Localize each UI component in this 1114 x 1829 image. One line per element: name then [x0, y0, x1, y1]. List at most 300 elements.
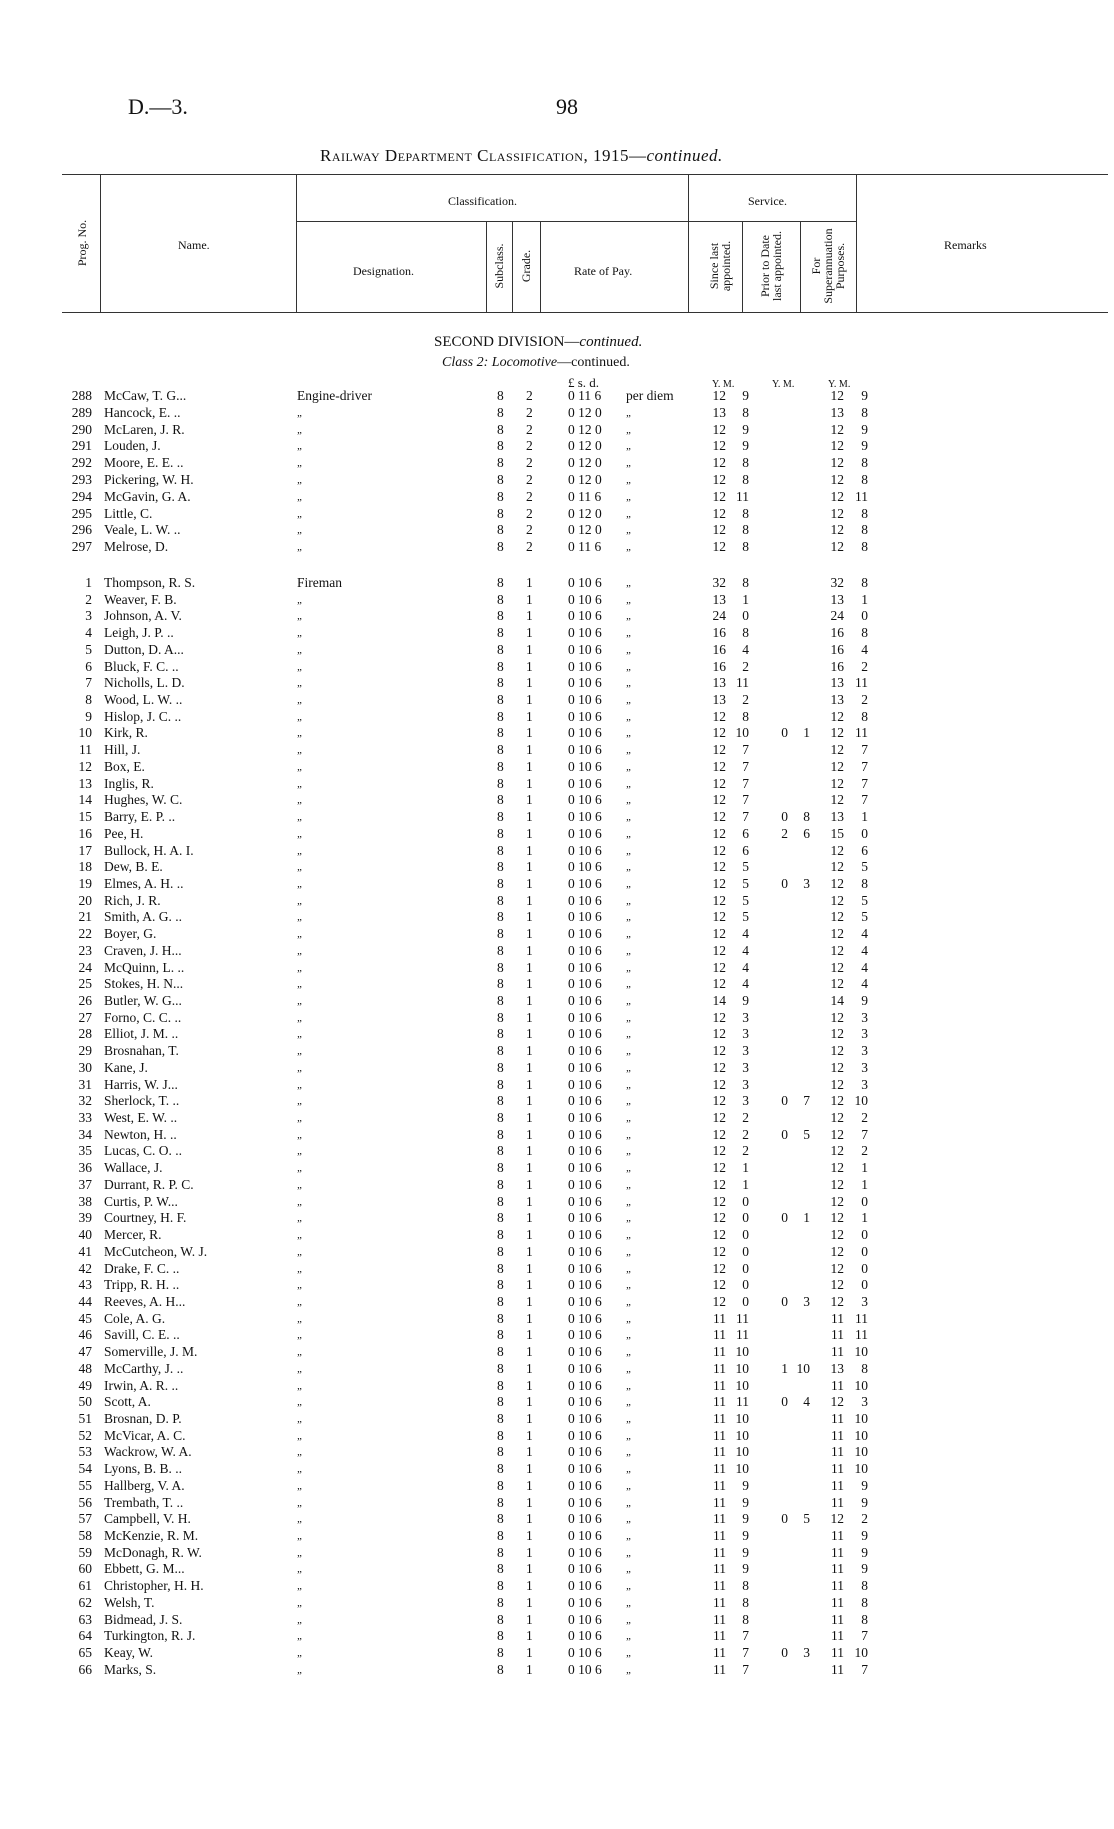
designation: „	[297, 1061, 304, 1074]
employee-name: McCarthy, J. ..	[104, 1360, 184, 1376]
employee-name: Keay, W.	[104, 1645, 153, 1661]
employee-name: Hallberg, V. A.	[104, 1477, 185, 1493]
super-years: 12	[830, 472, 844, 487]
employee-name: Dew, B. E.	[104, 859, 163, 875]
super-months: 8	[861, 1360, 868, 1376]
pay-period: „	[626, 1095, 633, 1108]
grade: 1	[526, 1143, 533, 1159]
prog-number: 9	[85, 708, 92, 724]
since-years: 12	[712, 488, 726, 504]
super-years: 12	[830, 875, 844, 891]
employee-name: McKenzie, R. M.	[104, 1528, 199, 1544]
pay-period: „	[626, 643, 633, 656]
super-months: 10	[854, 1427, 868, 1443]
table-row	[0, 776, 1114, 793]
table-row	[0, 1561, 1114, 1578]
designation: „	[297, 1580, 304, 1593]
rate-of-pay: 0 10 6	[568, 675, 602, 691]
super-years: 24	[830, 608, 844, 624]
since-years: 11	[713, 1394, 726, 1410]
table-row	[0, 1210, 1114, 1227]
super-years: 12	[830, 539, 844, 555]
subclass: 8	[497, 1394, 504, 1410]
designation: „	[297, 490, 304, 503]
super-months: 0	[861, 1227, 868, 1243]
designation: „	[297, 643, 304, 656]
super-months: 1	[861, 1176, 868, 1192]
employee-name: Bluck, F. C. ..	[104, 658, 179, 674]
table-row	[0, 709, 1114, 726]
super-months: 7	[861, 1661, 868, 1677]
pay-period: „	[626, 727, 633, 740]
super-months: 8	[861, 455, 868, 471]
table-row	[0, 1043, 1114, 1060]
designation: „	[297, 995, 304, 1007]
super-months: 1	[861, 809, 868, 825]
pay-period: „	[626, 1011, 633, 1024]
since-years: 12	[712, 792, 726, 808]
employee-name: Thompson, R. S.	[104, 575, 196, 590]
employee-name: Inglis, R.	[104, 775, 154, 791]
designation: „	[297, 1078, 304, 1091]
pay-period: „	[626, 1162, 633, 1175]
since-years: 12	[712, 1126, 726, 1142]
employee-name: Sherlock, T. ..	[104, 1093, 180, 1109]
prog-number: 32	[78, 1093, 92, 1109]
table-row	[0, 809, 1114, 826]
rate-of-pay: 0 12 0	[568, 404, 602, 420]
grade: 1	[526, 1661, 533, 1677]
prog-number: 20	[78, 892, 92, 908]
pay-period: „	[626, 1229, 633, 1242]
subclass: 8	[497, 758, 504, 774]
rate-of-pay: 0 10 6	[568, 892, 602, 908]
grade: 1	[526, 1293, 533, 1309]
table-row	[0, 388, 1114, 405]
subclass: 8	[497, 959, 504, 975]
pay-period: „	[626, 1178, 633, 1191]
subclass: 8	[497, 1076, 504, 1092]
employee-name: Bidmead, J. S.	[104, 1611, 183, 1627]
since-years: 13	[712, 692, 726, 708]
employee-name: Nicholls, L. D.	[104, 675, 185, 691]
since-years: 12	[712, 725, 726, 741]
rate-of-pay: 0 10 6	[568, 842, 602, 858]
super-years: 11	[831, 1661, 844, 1677]
super-years: 11	[831, 1544, 844, 1560]
prog-number: 28	[78, 1026, 92, 1042]
designation: „	[297, 507, 304, 520]
super-years: 13	[830, 1360, 844, 1376]
since-years: 12	[712, 859, 726, 875]
pay-period: „	[626, 1647, 633, 1660]
super-years: 12	[830, 1227, 844, 1243]
prior-units: Y. M.	[772, 379, 795, 390]
super-months: 4	[861, 959, 868, 975]
employee-name: Bullock, H. A. I.	[104, 842, 194, 858]
table-row	[0, 1411, 1114, 1428]
since-years: 12	[712, 825, 726, 841]
table-row	[0, 1461, 1114, 1478]
prog-number: 295	[71, 505, 92, 521]
pay-period: „	[626, 911, 633, 924]
employee-name: Irwin, A. R. ..	[104, 1377, 179, 1393]
prior-years: 0	[781, 1093, 788, 1109]
subclass: 8	[497, 842, 504, 858]
rate-of-pay: 0 10 6	[568, 859, 602, 875]
pay-period: „	[626, 507, 633, 520]
prog-number: 49	[78, 1377, 92, 1393]
super-years: 12	[830, 959, 844, 975]
since-years: 12	[712, 421, 726, 437]
rate-of-pay: 0 10 6	[568, 1076, 602, 1092]
grade: 1	[526, 1126, 533, 1142]
since-months: 8	[742, 625, 749, 641]
grade: 1	[526, 1461, 533, 1477]
col-divider	[512, 221, 513, 312]
subclass: 8	[497, 1661, 504, 1677]
since-years: 11	[713, 1461, 726, 1477]
since-months: 0	[742, 1227, 749, 1243]
grade: 1	[526, 708, 533, 724]
grade: 1	[526, 1578, 533, 1594]
since-years: 12	[712, 1093, 726, 1109]
subclass: 8	[497, 1210, 504, 1226]
pay-period: „	[626, 1362, 633, 1375]
employee-name: Newton, H. ..	[104, 1126, 177, 1142]
employee-name: Turkington, R. J.	[104, 1628, 196, 1644]
employee-name: Brosnan, D. P.	[104, 1411, 182, 1426]
super-years: 12	[830, 522, 844, 538]
since-years: 12	[712, 1293, 726, 1309]
pay-period: „	[626, 861, 633, 874]
rate-of-pay: 0 10 6	[568, 1344, 602, 1360]
employee-name: McGavin, G. A.	[104, 488, 191, 504]
pay-period: „	[626, 1413, 633, 1425]
employee-name: Scott, A.	[104, 1394, 151, 1410]
designation: „	[297, 1596, 304, 1609]
rate-of-pay: 0 10 6	[568, 1394, 602, 1410]
super-years: 14	[830, 993, 844, 1008]
prog-number: 4	[85, 625, 92, 641]
rate-of-pay: 0 10 6	[568, 1494, 602, 1510]
subclass: 8	[497, 1193, 504, 1209]
super-years: 11	[831, 1528, 844, 1544]
super-months: 6	[861, 842, 868, 858]
employee-name: Veale, L. W. ..	[104, 522, 181, 538]
employee-name: Stokes, H. N...	[104, 976, 184, 992]
super-months: 7	[861, 1126, 868, 1142]
since-years: 12	[712, 1227, 726, 1243]
since-years: 12	[712, 1043, 726, 1059]
grade: 1	[526, 909, 533, 925]
since-months: 8	[742, 575, 749, 590]
since-years: 11	[713, 1344, 726, 1360]
grade: 1	[526, 641, 533, 657]
since-months: 9	[742, 993, 749, 1008]
pay-period: „	[626, 1596, 633, 1609]
prog-number: 31	[78, 1076, 92, 1092]
super-months: 2	[861, 1143, 868, 1159]
super-years: 13	[830, 809, 844, 825]
header-designation: Designation.	[353, 264, 414, 278]
since-months: 5	[742, 892, 749, 908]
rate-of-pay: 0 10 6	[568, 1143, 602, 1159]
prog-number: 45	[78, 1310, 92, 1326]
rate-of-pay: 0 10 6	[568, 1059, 602, 1075]
super-months: 8	[861, 625, 868, 641]
super-months: 1	[861, 1160, 868, 1176]
employee-name: Boyer, G.	[104, 926, 157, 942]
designation: „	[297, 1463, 304, 1476]
prior-years: 0	[781, 1645, 788, 1661]
table-row	[0, 422, 1114, 439]
since-months: 6	[742, 842, 749, 858]
super-years: 11	[831, 1344, 844, 1360]
employee-name: Wackrow, W. A.	[104, 1444, 192, 1460]
prog-number: 6	[85, 658, 92, 674]
since-years: 32	[712, 575, 726, 590]
grade: 1	[526, 1076, 533, 1092]
table-row	[0, 405, 1114, 422]
prog-number: 293	[71, 472, 92, 487]
table-row	[0, 675, 1114, 692]
designation: Fireman	[297, 575, 342, 590]
employee-name: Moore, E. E. ..	[104, 455, 184, 471]
super-years: 11	[831, 1594, 844, 1610]
designation: „	[297, 1145, 304, 1158]
super-months: 3	[861, 1043, 868, 1059]
since-years: 12	[712, 1260, 726, 1276]
prog-number: 41	[78, 1243, 92, 1259]
table-row	[0, 1194, 1114, 1211]
super-months: 2	[861, 1110, 868, 1126]
rate-of-pay: 0 10 6	[568, 708, 602, 724]
grade: 1	[526, 1026, 533, 1042]
prior-years: 0	[781, 1293, 788, 1309]
table-row	[0, 1294, 1114, 1311]
super-months: 9	[861, 1494, 868, 1510]
since-years: 12	[712, 1076, 726, 1092]
super-years: 12	[830, 842, 844, 858]
pay-period: „	[626, 490, 633, 503]
subclass: 8	[497, 1344, 504, 1360]
subclass: 8	[497, 1494, 504, 1510]
super-months: 9	[861, 993, 868, 1008]
class-continued: —continued.	[557, 355, 630, 370]
since-months: 9	[742, 1494, 749, 1510]
super-months: 7	[861, 742, 868, 758]
since-years: 12	[712, 926, 726, 942]
since-months: 0	[742, 1210, 749, 1226]
header-rate-of-pay: Rate of Pay.	[574, 264, 633, 278]
since-months: 9	[742, 1544, 749, 1560]
super-years: 12	[830, 1511, 844, 1527]
grade: 2	[526, 388, 533, 403]
super-months: 10	[854, 1461, 868, 1477]
subclass: 8	[497, 1143, 504, 1159]
rate-of-pay: 0 10 6	[568, 959, 602, 975]
rate-of-pay: 0 10 6	[568, 742, 602, 758]
table-row	[0, 438, 1114, 455]
subclass: 8	[497, 1377, 504, 1393]
super-months: 9	[861, 1528, 868, 1544]
designation: „	[297, 423, 304, 436]
since-months: 11	[736, 488, 749, 504]
page-reference: D.—3.	[128, 94, 188, 119]
prog-number: 43	[78, 1277, 92, 1293]
pay-period: „	[626, 457, 633, 470]
pay-period: „	[626, 423, 633, 436]
employee-name: Savill, C. E. ..	[104, 1327, 180, 1343]
super-months: 2	[861, 692, 868, 708]
grade: 1	[526, 1160, 533, 1176]
grade: 1	[526, 725, 533, 741]
since-months: 5	[742, 909, 749, 925]
employee-name: Campbell, V. H.	[104, 1511, 191, 1527]
since-months: 2	[742, 1143, 749, 1159]
prior-years: 0	[781, 1210, 788, 1226]
rate-of-pay: 0 10 6	[568, 625, 602, 641]
rate-of-pay: 0 12 0	[568, 472, 602, 487]
table-row	[0, 1110, 1114, 1127]
subclass: 8	[497, 1059, 504, 1075]
pay-period: „	[626, 1145, 633, 1158]
designation: „	[297, 457, 304, 470]
rate-of-pay: 0 10 6	[568, 641, 602, 657]
grade: 1	[526, 1059, 533, 1075]
pay-period: per diem	[626, 388, 674, 403]
rate-of-pay: 0 10 6	[568, 909, 602, 925]
prog-number: 8	[85, 692, 92, 708]
prog-number: 56	[78, 1494, 92, 1510]
super-months: 4	[861, 641, 868, 657]
rate-of-pay: 0 10 6	[568, 1578, 602, 1594]
subclass: 8	[497, 1611, 504, 1627]
designation: „	[297, 1647, 304, 1660]
prog-number: 10	[78, 725, 92, 741]
rate-of-pay: 0 10 6	[568, 825, 602, 841]
rate-of-pay: 0 10 6	[568, 926, 602, 942]
grade: 1	[526, 976, 533, 992]
table-row	[0, 472, 1114, 489]
super-months: 9	[861, 1477, 868, 1493]
designation: „	[297, 794, 304, 807]
prog-number: 30	[78, 1059, 92, 1075]
super-months: 5	[861, 892, 868, 908]
pay-period: „	[626, 440, 633, 453]
section-heading	[434, 334, 642, 351]
grade: 1	[526, 875, 533, 891]
since-months: 8	[742, 539, 749, 555]
table-row	[0, 792, 1114, 809]
table-row	[0, 1361, 1114, 1378]
super-years: 11	[831, 1477, 844, 1493]
col-divider	[742, 221, 743, 312]
since-months: 11	[736, 1394, 749, 1410]
table-row	[0, 1478, 1114, 1495]
designation: „	[297, 1630, 304, 1643]
grade: 2	[526, 421, 533, 437]
grade: 1	[526, 1227, 533, 1243]
table-row	[0, 943, 1114, 960]
employee-name: Elliot, J. M. ..	[104, 1026, 179, 1042]
designation: „	[297, 1195, 304, 1208]
since-months: 9	[742, 388, 749, 403]
subclass: 8	[497, 942, 504, 958]
designation: „	[297, 1279, 304, 1292]
rate-of-pay: 0 10 6	[568, 1528, 602, 1544]
table-row	[0, 1093, 1114, 1110]
pay-period: „	[626, 677, 633, 690]
pay-period: „	[626, 928, 633, 941]
designation: „	[297, 1229, 304, 1242]
subclass: 8	[497, 1645, 504, 1661]
subclass: 8	[497, 1026, 504, 1042]
employee-name: Somerville, J. M.	[104, 1344, 198, 1360]
prog-number: 288	[71, 388, 92, 403]
subclass: 8	[497, 1628, 504, 1644]
designation: „	[297, 1413, 304, 1425]
since-years: 11	[713, 1528, 726, 1544]
since-months: 6	[742, 825, 749, 841]
super-months: 5	[861, 859, 868, 875]
subclass: 8	[497, 1110, 504, 1126]
subclass: 8	[497, 1227, 504, 1243]
subclass: 8	[497, 1310, 504, 1326]
prog-number: 17	[78, 842, 92, 858]
designation: „	[297, 1546, 304, 1559]
prog-number: 58	[78, 1528, 92, 1544]
grade: 2	[526, 438, 533, 454]
rate-of-pay: 0 10 6	[568, 591, 602, 607]
designation: „	[297, 811, 304, 824]
super-years: 12	[830, 792, 844, 808]
pay-period: „	[626, 1496, 633, 1509]
super-years: 11	[831, 1327, 844, 1343]
prog-number: 296	[71, 522, 92, 538]
designation: „	[297, 1329, 304, 1342]
pay-period: „	[626, 1028, 633, 1041]
since-months: 3	[742, 1009, 749, 1025]
table-row	[0, 1143, 1114, 1160]
since-months: 5	[742, 875, 749, 891]
since-months: 9	[742, 438, 749, 454]
rate-of-pay: 0 10 6	[568, 1193, 602, 1209]
employee-name: Little, C.	[104, 505, 153, 521]
since-months: 7	[742, 742, 749, 758]
table-row	[0, 575, 1114, 592]
super-years: 13	[830, 675, 844, 691]
since-years: 11	[713, 1494, 726, 1510]
since-years: 11	[713, 1645, 726, 1661]
employee-name: McCutcheon, W. J.	[104, 1243, 208, 1259]
employee-name: Hill, J.	[104, 742, 141, 758]
super-months: 9	[861, 388, 868, 403]
division-continued: continued.	[579, 334, 643, 350]
prog-number: 33	[78, 1110, 92, 1126]
super-years: 12	[830, 1076, 844, 1092]
rate-of-pay: 0 12 0	[568, 421, 602, 437]
grade: 1	[526, 1009, 533, 1025]
page-title-main: Railway Department Classification, 1915—	[320, 146, 647, 165]
subclass: 8	[497, 875, 504, 891]
rate-of-pay: 0 10 6	[568, 1043, 602, 1059]
subclass: 8	[497, 1427, 504, 1443]
table-row	[0, 909, 1114, 926]
rate-of-pay: 0 10 6	[568, 1093, 602, 1109]
prog-number: 3	[85, 608, 92, 624]
